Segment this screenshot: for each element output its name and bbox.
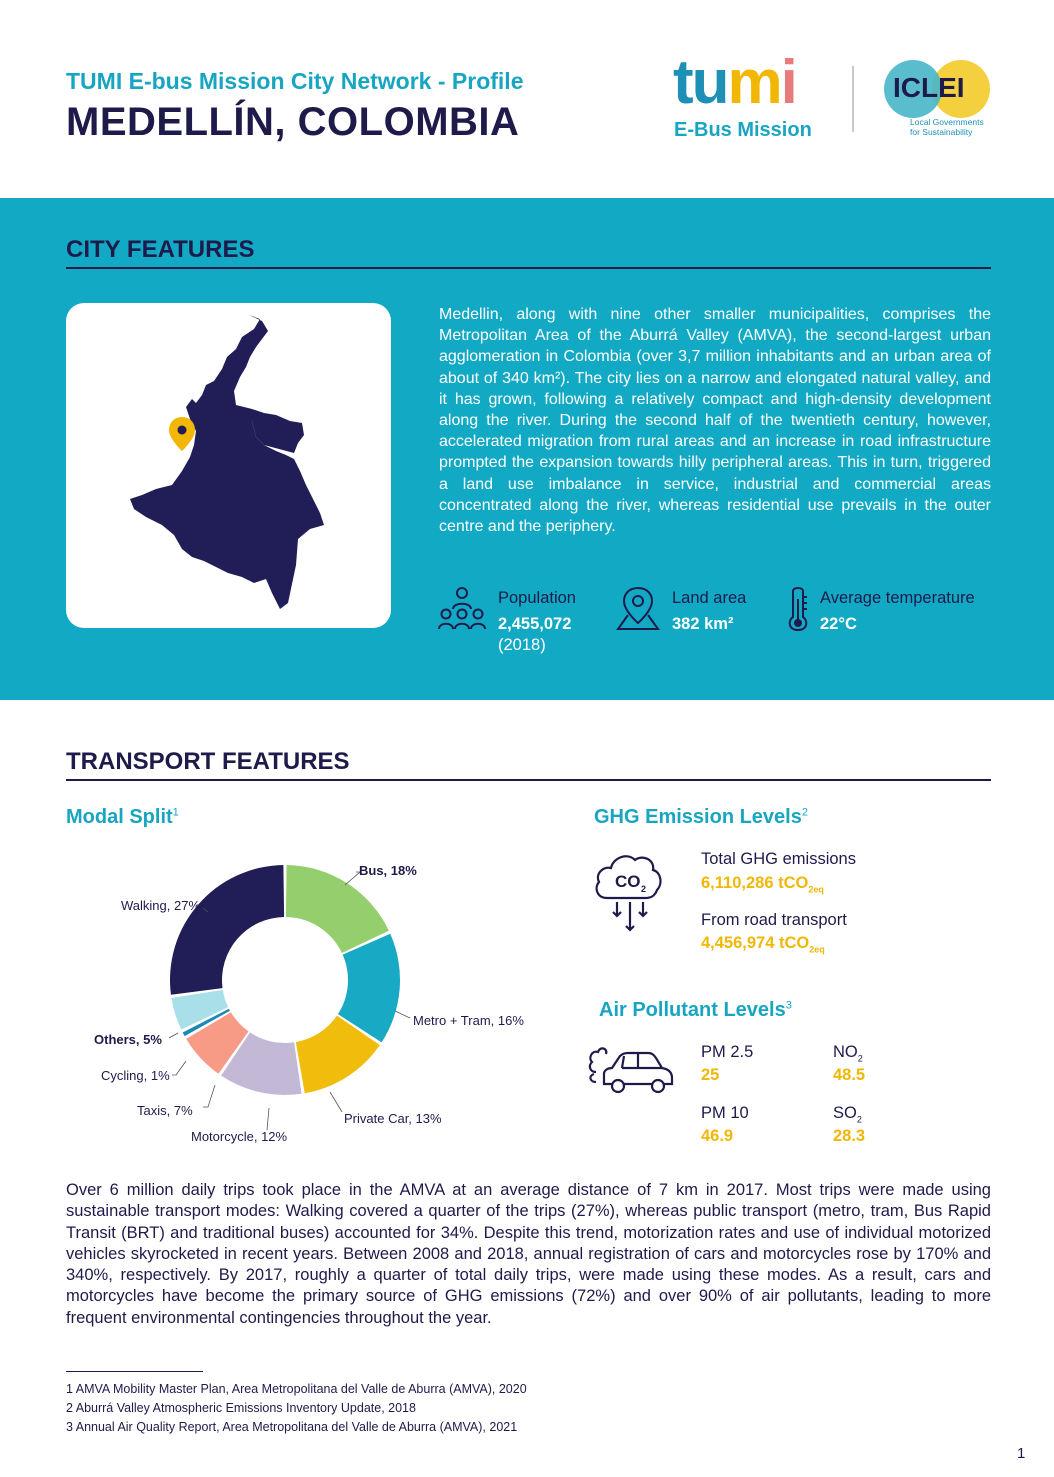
footnote-3: 3 Annual Air Quality Report, Area Metropolitana del Valle de Aburra (AMVA), 2021 bbox=[66, 1420, 518, 1434]
tumi-logo-tagline: E-Bus Mission bbox=[674, 119, 812, 141]
iclei-tagline-line-2: for Sustainability bbox=[910, 127, 973, 137]
no2-value: 48.5 bbox=[833, 1066, 866, 1084]
colombia-map-card bbox=[66, 303, 391, 628]
iclei-logo-word: ICLEI bbox=[893, 72, 965, 103]
slice-label-others: Others, 5% bbox=[94, 1032, 162, 1047]
city-description: Medellin, along with nine other smaller municipalities, comprises the Metropolitan Area of the Aburrá Valley (AMVA), the second-largest urban agglomeration in Colombia (over 3,7 million inhabitants and an urban area of about of 340 km²). The city lies on a narrow and elongated natural valley, and it has grown, following a relatively compact and high-density development along the river. During the second half of the twentieth century, however, accelerated migration from rural areas and an increase in road infrastructure prompted the expansion towards hilly peripheral areas. This in turn, triggered a land use imbalance in service, industrial and commercial areas concentrated along the river, whereas residential use prevails in the outer centre and the periphery. bbox=[439, 306, 991, 536]
pm25-value: 25 bbox=[701, 1066, 720, 1084]
logo-divider bbox=[852, 66, 854, 132]
iclei-logo-tagline bbox=[910, 117, 1000, 137]
slice-label-motorcycle: Motorcycle, 12% bbox=[191, 1129, 288, 1144]
leader-metro bbox=[395, 1011, 410, 1018]
transport-features-rule bbox=[66, 779, 991, 781]
footnote-rule bbox=[66, 1371, 203, 1372]
ghg-road-number: 4,456,974 tCO bbox=[701, 934, 810, 952]
car-exhaust-icon bbox=[586, 1042, 676, 1102]
so2-label bbox=[833, 1104, 862, 1124]
transport-paragraph: Over 6 million daily trips took place in the AMVA at an average distance of 7 km in 2017. Most trips were made using sustainable transport modes: Walking covered a quarter of the trips (27%), whereas public transport (metro, tram, Bus Rapid Transit (BRT) and traditional buses) accounted for 34%. Despite this trend, motorization rates and use of individual motorized vehicles skyrocketed in recent years. Between 2008 and 2018, annual registration of cars and motorcycles rose by 170% and 340%, respectively. By 2017, roughly a quarter of total daily trips, were made using these modes. As a result, cars and motorcycles have become the primary source of GHG emissions (72%) and over 90% of air pollutants, leading to more frequent environmental contingencies throughout the year. bbox=[66, 1181, 991, 1327]
leader-motorcycle bbox=[267, 1108, 269, 1130]
slice-label-taxis: Taxis, 7% bbox=[137, 1103, 193, 1118]
document-title: MEDELLÍN, COLOMBIA bbox=[66, 100, 520, 144]
no2-label bbox=[833, 1043, 863, 1063]
tumi-logo-u: u bbox=[691, 48, 728, 117]
ghg-total-label: Total GHG emissions bbox=[701, 850, 856, 868]
tumi-logo-i: i bbox=[780, 48, 796, 117]
population-label: Population bbox=[498, 589, 576, 607]
modal-split-heading-text: Modal Split bbox=[66, 806, 173, 828]
city-features-rule bbox=[66, 267, 991, 269]
footnote-2: 2 Aburrá Valley Atmospheric Emissions Inventory Update, 2018 bbox=[66, 1401, 416, 1415]
donut-slice-walking bbox=[170, 865, 284, 995]
ghg-total-number: 6,110,286 tCO bbox=[701, 874, 809, 892]
air-pollutant-heading bbox=[599, 999, 792, 1022]
thermometer-icon bbox=[786, 585, 810, 633]
co2-cloud-icon bbox=[593, 850, 663, 934]
ghg-heading bbox=[594, 806, 808, 829]
tumi-logo bbox=[673, 48, 796, 117]
air-pollutant-footnote-ref: 3 bbox=[785, 999, 792, 1012]
land-area-label: Land area bbox=[672, 589, 747, 607]
transport-features-heading: TRANSPORT FEATURES bbox=[66, 748, 350, 775]
leader-cycling bbox=[172, 1061, 186, 1075]
temperature-value: 22°C bbox=[820, 615, 857, 633]
colombia-map-icon bbox=[66, 303, 391, 628]
co2-icon-text: CO bbox=[615, 872, 641, 891]
so2-label-text: SO bbox=[833, 1104, 857, 1122]
so2-value: 28.3 bbox=[833, 1127, 866, 1145]
city-features-heading: CITY FEATURES bbox=[66, 236, 255, 263]
air-pollutant-heading-text: Air Pollutant Levels bbox=[599, 999, 786, 1021]
leader-others bbox=[169, 1033, 178, 1038]
tumi-logo-m: m bbox=[727, 48, 781, 117]
ghg-road-value bbox=[701, 934, 825, 954]
tumi-logo-t: t bbox=[673, 48, 692, 117]
donut-slice-bus bbox=[286, 865, 389, 953]
modal-split-donut bbox=[170, 865, 400, 1095]
so2-label-sub: 2 bbox=[856, 1114, 862, 1125]
ghg-total-value bbox=[701, 874, 824, 894]
population-year: (2018) bbox=[498, 636, 546, 654]
no2-label-sub: 2 bbox=[857, 1053, 863, 1064]
population-value: 2,455,072 bbox=[498, 615, 572, 633]
slice-label-private-car: Private Car, 13% bbox=[344, 1111, 442, 1126]
modal-split-footnote-ref: 1 bbox=[172, 806, 179, 819]
leader-car bbox=[330, 1092, 342, 1112]
footnote-1: 1 AMVA Mobility Master Plan, Area Metropolitana del Valle de Aburra (AMVA), 2020 bbox=[66, 1382, 527, 1396]
slice-label-metro-tram: Metro + Tram, 16% bbox=[413, 1013, 524, 1028]
map-pin-icon bbox=[616, 585, 660, 631]
ghg-road-unit-sub: 2eq bbox=[809, 944, 825, 955]
pm25-label: PM 2.5 bbox=[701, 1043, 754, 1061]
leader-taxis bbox=[203, 1085, 215, 1107]
slice-label-bus: Bus, 18% bbox=[359, 863, 417, 878]
iclei-tagline-line-1: Local Governments bbox=[910, 117, 984, 127]
people-icon bbox=[438, 585, 486, 631]
pm10-value: 46.9 bbox=[701, 1127, 734, 1145]
slice-label-cycling: Cycling, 1% bbox=[101, 1068, 170, 1083]
document-subtitle: TUMI E-bus Mission City Network - Profile bbox=[66, 68, 524, 94]
ghg-total-unit-sub: 2eq bbox=[808, 884, 824, 895]
temperature-label: Average temperature bbox=[820, 589, 975, 607]
pm10-label: PM 10 bbox=[701, 1104, 749, 1122]
ghg-road-label: From road transport bbox=[701, 911, 847, 929]
co2-icon-subscript: 2 bbox=[641, 884, 647, 894]
leader-bus bbox=[345, 872, 360, 885]
no2-label-text: NO bbox=[833, 1043, 858, 1061]
land-area-value: 382 km² bbox=[672, 615, 734, 633]
modal-split-heading bbox=[66, 806, 179, 829]
ghg-footnote-ref: 2 bbox=[801, 806, 808, 819]
slice-label-walking: Walking, 27% bbox=[121, 898, 200, 913]
page-number: 1 bbox=[1017, 1445, 1026, 1462]
ghg-heading-text: GHG Emission Levels bbox=[594, 806, 802, 828]
modal-split-chart bbox=[60, 850, 560, 1150]
